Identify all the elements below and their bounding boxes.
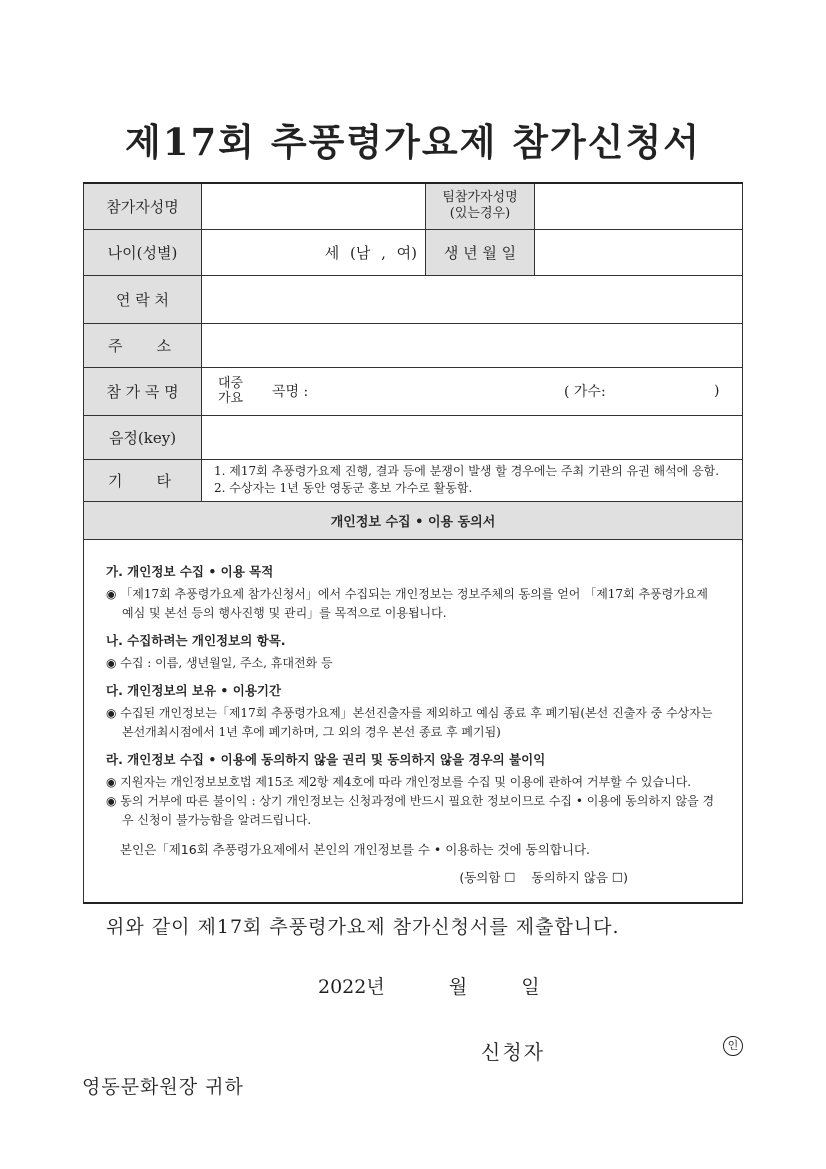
- contact-field[interactable]: [202, 275, 743, 323]
- etc-label-part2: 타: [156, 471, 171, 490]
- date-month: 월: [448, 976, 468, 998]
- privacy-purpose-title: 가. 개인정보 수집 • 이용 목적: [106, 563, 274, 579]
- etc-note-1: 1. 제17회 추풍령가요제 진행, 결과 등에 분쟁이 발생 할 경우에는 주최 기관의 유권 해석에 응함.: [214, 464, 720, 478]
- seal-mark: 인: [723, 1036, 743, 1056]
- team-name-label-line1: 팀참가자성명: [442, 190, 518, 206]
- privacy-items-title: 나. 수집하려는 개인정보의 항목.: [106, 632, 286, 648]
- genre-label-line2: 가요: [218, 391, 244, 406]
- etc-label-part1: 기: [108, 471, 123, 490]
- genre-label-line1: 대중: [218, 376, 244, 391]
- disagree-checkbox[interactable]: 동의하지 않음 ☐): [531, 869, 628, 885]
- privacy-section-header: 개인정보 수집 • 이용 동의서: [84, 501, 743, 539]
- privacy-items-item: ◉ 수집 : 이름, 생년월일, 주소, 휴대전화 등: [106, 655, 333, 670]
- name-label: 참가자성명: [84, 183, 202, 229]
- application-form: [83, 182, 743, 904]
- birthdate-label: 생 년 월 일: [426, 229, 535, 275]
- key-field[interactable]: [202, 415, 743, 459]
- submission-statement: 위와 같이 제17회 추풍령가요제 참가신청서를 제출합니다.: [106, 916, 620, 938]
- privacy-refusal-title: 라. 개인정보 수집 • 이용에 동의하지 않을 권리 및 동의하지 않을 경우의 불이익: [106, 751, 546, 767]
- recipient-line: 영동문화원장 귀하: [82, 1076, 244, 1098]
- song-label: 참 가 곡 명: [84, 367, 202, 415]
- privacy-purpose-item: ◉ 「제17회 추풍령가요제 참가신청서」에서 수집되는 개인정보는 정보주체의 동의를 얻어 「제17회 추풍령가요제 예심 및 본선 등의 행사진행 및 관리」를 목적으로 이용됩니다.: [106, 586, 709, 620]
- privacy-retention-item: ◉ 수집된 개인정보는「제17회 추풍령가요제」본선진출자를 제외하고 예심 종료 후 폐기됨(본선 진출자 중 수상자는 본선개최시점에서 1년 후에 폐기하며, 그 외의 경우 본선 종료 후 폐기됨): [106, 705, 713, 739]
- privacy-retention-title: 다. 개인정보의 보유 • 이용기간: [106, 682, 282, 698]
- contact-label: 연 락 처: [84, 275, 202, 323]
- team-name-field[interactable]: [535, 183, 743, 229]
- age-gender-label: 나이(성별): [84, 229, 202, 275]
- privacy-refusal-item-2: ◉ 동의 거부에 따른 불이익 : 상기 개인정보는 신청과정에 반드시 필요한 정보이므로 수집 • 이용에 동의하지 않을 경우 신청이 불가능함을 알려드립니다.: [106, 793, 715, 827]
- singer-label: ( 가수:: [564, 384, 606, 400]
- key-label: 음정(key): [84, 415, 202, 459]
- team-name-label-line2: (있는경우): [449, 206, 511, 222]
- etc-label: [84, 459, 202, 501]
- consent-options: [106, 868, 628, 886]
- date-day: 일: [521, 976, 540, 998]
- genre-label: [218, 376, 272, 406]
- etc-notes: [202, 459, 743, 501]
- name-field[interactable]: [202, 183, 426, 229]
- age-gender-field[interactable]: 세 (남 , 여): [202, 229, 426, 275]
- date-year: 2022년: [318, 976, 385, 998]
- agree-checkbox[interactable]: (동의함 ☐: [459, 869, 516, 885]
- song-field[interactable]: [202, 367, 743, 415]
- address-field[interactable]: [202, 323, 743, 367]
- date-line: [318, 972, 540, 999]
- team-name-label: [426, 183, 535, 229]
- birthdate-field[interactable]: [535, 229, 743, 275]
- address-label-part2: 소: [156, 336, 171, 355]
- page-title: 제17회 추풍령가요제 참가신청서: [125, 120, 701, 164]
- address-label-part1: 주: [108, 336, 123, 355]
- address-label: [84, 323, 202, 367]
- etc-note-2: 2. 수상자는 1년 동안 영동군 홍보 가수로 활동함.: [214, 481, 473, 495]
- applicant-label: 신청자: [481, 1040, 545, 1064]
- privacy-consent-body: [84, 539, 743, 903]
- privacy-refusal-item-1: ◉ 지원자는 개인정보보호법 제15조 제2항 제4호에 따라 개인정보를 수집 및 이용에 관하여 거부할 수 있습니다.: [106, 774, 692, 789]
- song-title-label: 곡명 :: [272, 384, 309, 400]
- singer-close: ): [714, 383, 720, 399]
- consent-statement: 본인은「제16회 추풍령가요제에서 본인의 개인정보를 수 • 이용하는 것에 동의합니다.: [120, 841, 591, 857]
